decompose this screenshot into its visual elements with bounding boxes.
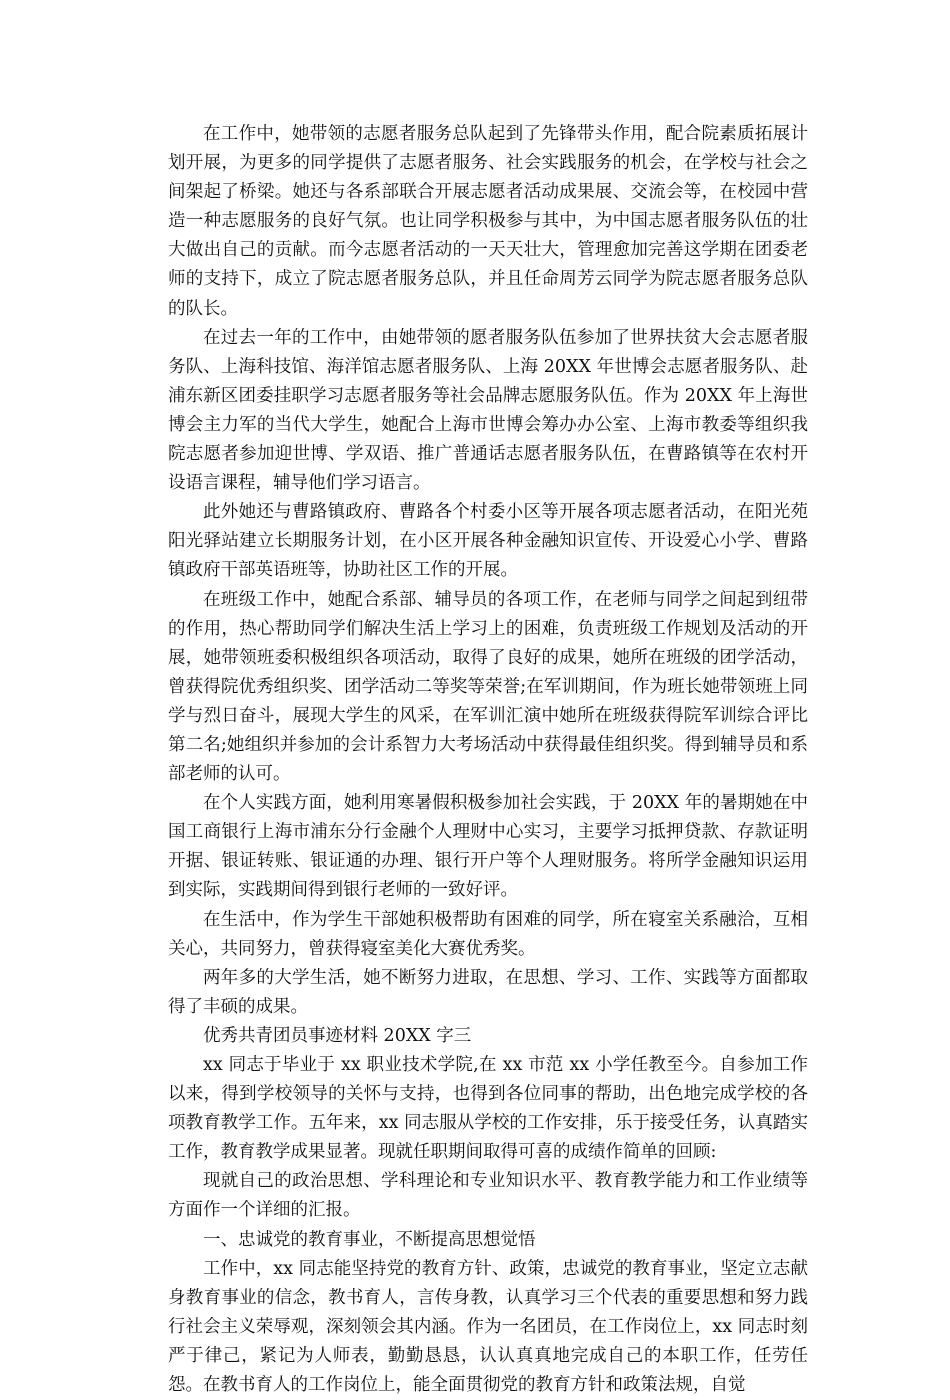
- paragraph-volunteer-corps: 在工作中，她带领的志愿者服务总队起到了先锋带头作用，配合院素质拓展计划开展，为更多的同学提供了志愿者服务、社会实践服务的机会，在学校与社会之间架起了桥梁。她还与各系部联合开展志愿者活动成果展、交流会等，在校园中营造一种志愿服务的良好气氛。也让同学积极参与其中，为中国志愿者服务队伍的壮大做出自己的贡献。而今志愿者活动的一天天壮大，管理愈加完善这学期在团委老师的支持下，成立了院志愿者服务总队，并且任命周芳云同学为院志愿者服务总队的队长。: [168, 124, 808, 319]
- paragraph-achievements: 两年多的大学生活，她不断努力进取，在思想、学习、工作、实践等方面都取得了丰硕的成果。: [168, 967, 808, 1017]
- paragraph-community-activities: 此外她还与曹路镇政府、曹路各个村委小区等开展各项志愿者活动，在阳光苑阳光驿站建立长期服务计划，在小区开展各种金融知识宣传、开设爱心小学、曹路镇政府干部英语班等，协助社区工作的开展。: [168, 502, 808, 581]
- subsection-heading: 一、忠诚党的教育事业，不断提高思想觉悟: [203, 1229, 536, 1250]
- paragraph-personal-practice: 在个人实践方面，她利用寒暑假积极参加社会实践，于 20XX 年的暑期她在中国工商银行上海市浦东分行金融个人理财中心实习，主要学习抵押贷款、存款证明开据、银证转账、银证通的办理、银行开户等个人理财服务。将所学金融知识运用到实际，实践期间得到银行老师的一致好评。: [168, 793, 808, 901]
- paragraph-class-work: 在班级工作中，她配合系部、辅导员的各项工作，在老师与同学之间起到纽带的作用，热心帮助同学们解决生活上学习上的困难，负责班级工作规划及活动的开展，她带领班委积极组织各项活动，取得了良好的成果，她所在班级的团学活动，曾获得院优秀组织奖、团学活动二等奖等荣誉;在军训期间，作为班长她带领班上同学与烈日奋斗，展现大学生的风采，在军训汇演中她所在班级获得院军训综合评比第二名;她组织并参加的会计系智力大考场活动中获得最佳组织奖。得到辅导员和系部老师的认可。: [168, 589, 808, 785]
- paragraph-past-year-work: 在过去一年的工作中，由她带领的愿者服务队伍参加了世界扶贫大会志愿者服务队、上海科技馆、海洋馆志愿者服务队、上海 20XX 年世博会志愿者服务队、赴浦东新区团委挂职学习志愿者服务等社会品牌志愿服务队伍。作为 20XX 年上海世博会主力军的当代大学生，她配合上海市世博会筹办办公室、上海市教委等组织我院志愿者参加迎世博、学双语、推广普通话志愿者服务队伍，在曹路镇等在农村开设语言课程，辅导他们学习语言。: [168, 327, 808, 494]
- paragraph-report-scope: 现就自己的政治思想、学科理论和专业知识水平、教育教学能力和工作业绩等方面作一个详细的汇报。: [168, 1171, 808, 1221]
- document-body: [168, 120, 808, 1400]
- paragraph-xx-intro: xx 同志于毕业于 xx 职业技术学院,在 xx 市范 xx 小学任教至今。自参加工作以来，得到学校领导的关怀与支持，也得到各位同事的帮助，出色地完成学校的各项教育教学工作。五年来，xx 同志服从学校的工作安排，乐于接受任务，认真踏实工作，教育教学成果显著。现就任职期间取得可喜的成绩作简单的回顾:: [168, 1055, 808, 1163]
- section-heading: 优秀共青团员事迹材料 20XX 字三: [203, 1025, 472, 1046]
- paragraph-daily-life: 在生活中，作为学生干部她积极帮助有困难的同学，所在寝室关系融洽，互相关心，共同努力，曾获得寝室美化大赛优秀奖。: [168, 909, 808, 959]
- paragraph-loyalty: 工作中，xx 同志能坚持党的教育方针、政策，忠诚党的教育事业，坚定立志献身教育事业的信念，教书育人，言传身教，认真学习三个代表的重要思想和努力践行社会主义荣辱观，深刻领会其内涵。作为一名团员，在工作岗位上，xx 同志时刻严于律己，紧记为人师表，勤勤恳恳，认认真真地完成自己的本职工作，任劳任怨。在教书育人的工作岗位上，能全面贯彻党的教育方针和政策法规，自觉: [168, 1258, 808, 1396]
